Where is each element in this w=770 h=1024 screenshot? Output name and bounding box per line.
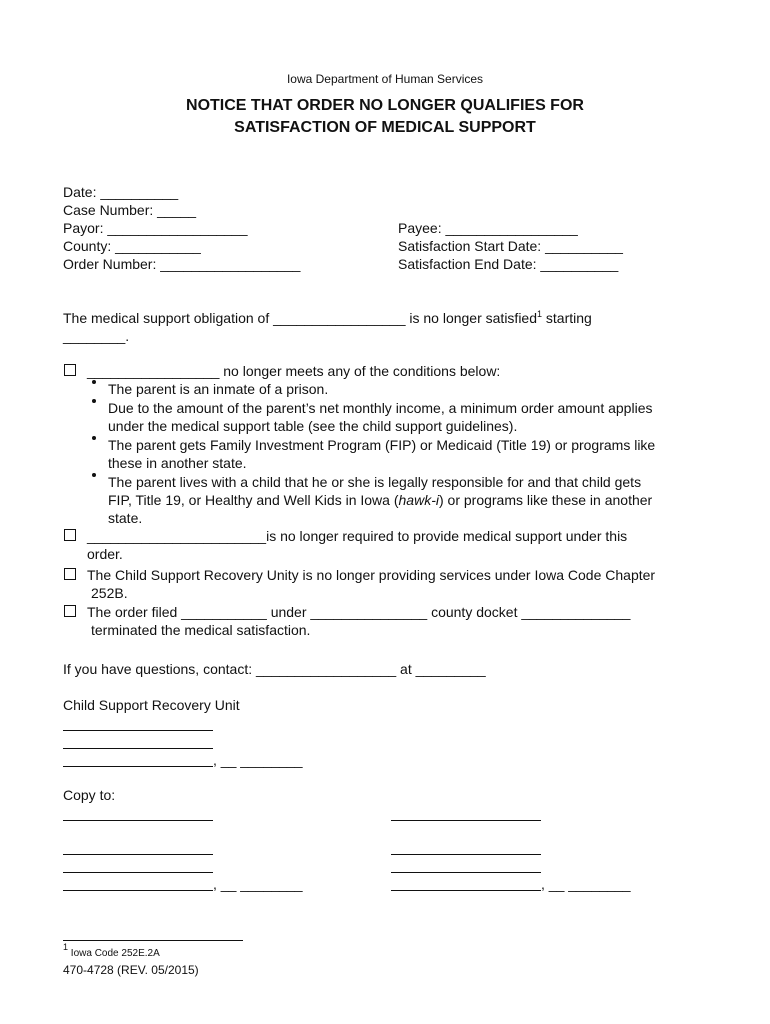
obligation-starting: starting (542, 310, 592, 326)
satisfaction-start-field: Satisfaction Start Date: __________ (398, 238, 623, 254)
option-2-line1: _______________________is no longer required to provide medical support under this (87, 528, 628, 544)
footnote-mark: 1 (63, 942, 69, 952)
condition-4-text-a: FIP, Title 19, or Healthy and Well Kids in Iowa ( (108, 492, 399, 508)
copy2-address-line-1 (391, 819, 541, 821)
hawk-i-program: hawk-i (398, 492, 439, 508)
county-field: County: ___________ (63, 238, 201, 254)
option-1-text: _________________ no longer meets any of the conditions below: (87, 363, 501, 379)
checkbox-option-3[interactable] (64, 568, 76, 580)
footnote-text: Iowa Code 252E.2A (68, 948, 160, 959)
address-city-line (63, 765, 213, 767)
checkbox-option-1[interactable] (64, 364, 76, 376)
option-4-line1: The order filed ___________ under _______________ county docket ______________ (87, 604, 631, 620)
bullet-icon (92, 436, 96, 440)
satisfaction-end-field: Satisfaction End Date: __________ (398, 256, 619, 272)
order-number-field: Order Number: __________________ (63, 256, 301, 272)
copy2-address-line-3 (391, 871, 541, 873)
copy1-city-line (63, 889, 213, 891)
copy1-address-line-2 (63, 853, 213, 855)
bullet-icon (92, 399, 96, 403)
copy1-address-line-3 (63, 871, 213, 873)
condition-2-line2: under the medical support table (see the child support guidelines). (108, 418, 518, 434)
copy2-city-line (391, 889, 541, 891)
copy2-city-state-zip: , __ ________ (541, 876, 631, 892)
copy1-address-line-1 (63, 819, 213, 821)
option-4-line2: terminated the medical satisfaction. (91, 622, 311, 638)
option-2-line2: order. (87, 546, 123, 562)
date-field: Date: __________ (63, 184, 179, 200)
obligation-text: The medical support obligation of _________________ is no longer satisfied (63, 310, 538, 326)
copy2-address-line-2 (391, 853, 541, 855)
contact-line: If you have questions, contact: __________________ at _________ (63, 661, 486, 677)
payee-field: Payee: _________________ (398, 220, 578, 236)
obligation-start-blank: ________. (63, 328, 130, 344)
condition-4-line3: state. (108, 510, 143, 526)
condition-1: The parent is an inmate of a prison. (108, 381, 329, 397)
address-line-2 (63, 747, 213, 749)
bullet-icon (92, 473, 96, 477)
footnote-reference: 1 (537, 309, 543, 319)
condition-4-line2 (108, 491, 652, 509)
footnote (63, 942, 160, 959)
condition-3-line2: these in another state. (108, 455, 247, 471)
footnote-separator (63, 939, 243, 941)
condition-4-line1: The parent lives with a child that he or she is legally responsible for and that child gets (108, 474, 642, 490)
condition-4-text-b: ) or programs like these in another (438, 492, 653, 508)
csru-heading: Child Support Recovery Unit (63, 697, 240, 713)
form-number: 470-4728 (REV. 05/2015) (63, 963, 199, 977)
address-line-1 (63, 729, 213, 731)
checkbox-option-2[interactable] (64, 529, 76, 541)
bullet-icon (92, 380, 96, 384)
copy1-city-state-zip: , __ ________ (213, 876, 303, 892)
option-3-line1: The Child Support Recovery Unity is no longer providing services under Iowa Code Chapter (87, 567, 656, 583)
address-city-state-zip: , __ ________ (213, 752, 303, 768)
condition-2-line1: Due to the amount of the parent’s net monthly income, a minimum order amount applies (108, 400, 653, 416)
checkbox-option-4[interactable] (64, 605, 76, 617)
option-3-line2: 252B. (91, 585, 128, 601)
page-title-line2: SATISFACTION OF MEDICAL SUPPORT (234, 119, 536, 136)
agency-name: Iowa Department of Human Services (286, 72, 484, 86)
case-number-field: Case Number: _____ (63, 202, 197, 218)
obligation-sentence (63, 309, 592, 327)
payor-field: Payor: __________________ (63, 220, 248, 236)
condition-3-line1: The parent gets Family Investment Program (FIP) or Medicaid (Title 19) or programs like (108, 437, 656, 453)
page-title-line1: NOTICE THAT ORDER NO LONGER QUALIFIES FOR (186, 97, 584, 114)
copy-to-label: Copy to: (63, 787, 116, 803)
